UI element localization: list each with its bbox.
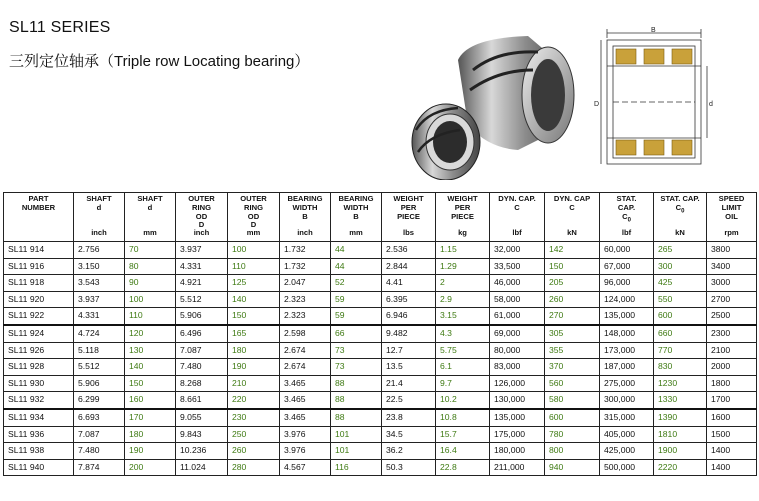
unit-label: lbs [403, 228, 414, 238]
column-header [707, 193, 757, 242]
table-cell: 2500 [707, 308, 757, 325]
unit-label: mm [349, 228, 363, 238]
table-cell: 270 [545, 308, 600, 325]
table-cell: 60,000 [600, 242, 654, 259]
table-cell: 3.543 [74, 275, 125, 292]
table-cell: 173,000 [600, 342, 654, 359]
table-cell: SL11 932 [4, 392, 74, 409]
table-cell: 3400 [707, 258, 757, 275]
table-cell: 90 [125, 275, 176, 292]
header-line: DYN. CAP [553, 194, 591, 203]
unit-label: inch [91, 228, 107, 238]
table-cell: 3000 [707, 275, 757, 292]
column-header [4, 193, 74, 242]
table-cell: 2.323 [280, 308, 331, 325]
table-cell: 1330 [654, 392, 707, 409]
table-cell: 140 [228, 291, 280, 308]
table-cell: 275,000 [600, 375, 654, 392]
bearing-cross-section-drawing [593, 26, 715, 180]
column-header [331, 193, 382, 242]
table-cell: 2.047 [280, 275, 331, 292]
table-row [4, 375, 757, 392]
table-cell: 2000 [707, 359, 757, 376]
table-cell: 2220 [654, 459, 707, 476]
table-cell: 150 [228, 308, 280, 325]
table-cell: 66 [331, 325, 382, 342]
table-cell: SL11 920 [4, 291, 74, 308]
table-cell: 50.3 [382, 459, 436, 476]
table-cell: 780 [545, 426, 600, 443]
table-cell: 44 [331, 258, 382, 275]
table-cell: 1400 [707, 459, 757, 476]
table-cell: 4.3 [436, 325, 490, 342]
header-line: SHAFT [86, 194, 112, 203]
table-row [4, 325, 757, 342]
table-row [4, 392, 757, 409]
table-cell: 1400 [707, 443, 757, 460]
table-cell: 600 [545, 409, 600, 426]
table-cell: SL11 934 [4, 409, 74, 426]
header-line: RING [244, 202, 263, 212]
table-row [4, 359, 757, 376]
table-cell: 4.567 [280, 459, 331, 476]
table-cell: SL11 938 [4, 443, 74, 460]
table-cell: 205 [545, 275, 600, 292]
table-cell: SL11 918 [4, 275, 74, 292]
table-row [4, 342, 757, 359]
table-cell: 500,000 [600, 459, 654, 476]
table-cell: 67,000 [600, 258, 654, 275]
header-line: BEARING [287, 194, 323, 203]
table-cell: 21.4 [382, 375, 436, 392]
table-cell: 220 [228, 392, 280, 409]
header-line: LIMIT [721, 202, 742, 212]
table-cell: 230 [228, 409, 280, 426]
table-cell: 59 [331, 291, 382, 308]
table-cell: 1600 [707, 409, 757, 426]
header-line: SPEED [718, 194, 745, 203]
table-cell: 3800 [707, 242, 757, 259]
header-line: STAT. [616, 194, 637, 203]
table-cell: 4.41 [382, 275, 436, 292]
header-line: PER [454, 202, 471, 212]
table-cell: 6.299 [74, 392, 125, 409]
table-cell: 1900 [654, 443, 707, 460]
table-cell: 1230 [654, 375, 707, 392]
table-cell: 125 [228, 275, 280, 292]
table-cell: 150 [125, 375, 176, 392]
table-cell: 7.087 [74, 426, 125, 443]
table-cell: 8.268 [176, 375, 228, 392]
table-cell: 135,000 [600, 308, 654, 325]
table-cell: 265 [654, 242, 707, 259]
header-line: NUMBER [21, 202, 56, 212]
table-cell: 150 [545, 258, 600, 275]
header-line: DYN. CAP. [498, 194, 536, 203]
table-cell: 7.480 [74, 443, 125, 460]
table-row [4, 443, 757, 460]
table-cell: 1810 [654, 426, 707, 443]
table-cell: 1.29 [436, 258, 490, 275]
table-cell: 110 [125, 308, 176, 325]
table-cell: 3.976 [280, 443, 331, 460]
table-cell: 1800 [707, 375, 757, 392]
unit-label: kN [675, 228, 685, 238]
table-cell: SL11 940 [4, 459, 74, 476]
header-line: $C_0$ [622, 211, 631, 224]
table-cell: 370 [545, 359, 600, 376]
inner-diameter-label: d [709, 101, 713, 108]
column-header [228, 193, 280, 242]
table-cell: SL11 916 [4, 258, 74, 275]
table-cell: 69,000 [490, 325, 545, 342]
header-line: OIL [725, 211, 738, 221]
table-cell: 135,000 [490, 409, 545, 426]
header-line: B [302, 211, 308, 221]
table-cell: 116 [331, 459, 382, 476]
header-line: PIECE [397, 211, 420, 221]
unit-label: kN [567, 228, 577, 238]
table-cell: 180,000 [490, 443, 545, 460]
table-cell: 6.1 [436, 359, 490, 376]
table-cell: 142 [545, 242, 600, 259]
table-cell: 126,000 [490, 375, 545, 392]
table-cell: 190 [125, 443, 176, 460]
table-cell: 180 [228, 342, 280, 359]
table-cell: 3.465 [280, 375, 331, 392]
column-header [125, 193, 176, 242]
header-line: PART [28, 194, 49, 203]
table-cell: 1.732 [280, 242, 331, 259]
header-line: C [514, 202, 520, 212]
table-cell: 8.661 [176, 392, 228, 409]
table-row [4, 258, 757, 275]
width-label: B [651, 27, 656, 34]
table-cell: 130 [125, 342, 176, 359]
table-cell: 59 [331, 308, 382, 325]
table-cell: 175,000 [490, 426, 545, 443]
header-line: OUTER [188, 194, 215, 203]
table-cell: 425,000 [600, 443, 654, 460]
table-cell: 2.844 [382, 258, 436, 275]
column-header [280, 193, 331, 242]
header-line: B [353, 211, 359, 221]
header-line: WIDTH [292, 202, 318, 212]
table-cell: 83,000 [490, 359, 545, 376]
table-cell: 80 [125, 258, 176, 275]
table-cell: 110 [228, 258, 280, 275]
table-cell: SL11 936 [4, 426, 74, 443]
table-cell: 7.480 [176, 359, 228, 376]
table-cell: 88 [331, 392, 382, 409]
table-cell: 44 [331, 242, 382, 259]
table-cell: 120 [125, 325, 176, 342]
table-cell: 425 [654, 275, 707, 292]
unit-label: lbf [512, 228, 522, 238]
table-cell: 70 [125, 242, 176, 259]
unit-label: inch [193, 228, 210, 238]
header-line: BEARING [338, 194, 374, 203]
table-cell: 88 [331, 375, 382, 392]
table-cell: 5.906 [176, 308, 228, 325]
table-cell: 52 [331, 275, 382, 292]
table-cell: 6.693 [74, 409, 125, 426]
table-cell: 2 [436, 275, 490, 292]
table-cell: 1.732 [280, 258, 331, 275]
table-cell: 2.598 [280, 325, 331, 342]
column-header [382, 193, 436, 242]
header-line: PIECE [451, 211, 474, 221]
table-cell: 2.9 [436, 291, 490, 308]
column-header [74, 193, 125, 242]
table-cell: 2.674 [280, 342, 331, 359]
table-cell: 4.921 [176, 275, 228, 292]
table-cell: 4.724 [74, 325, 125, 342]
unit-label: mm [143, 228, 157, 238]
table-cell: 9.843 [176, 426, 228, 443]
table-cell: 160 [125, 392, 176, 409]
table-cell: 3.976 [280, 426, 331, 443]
outer-diameter-label: D [594, 101, 600, 108]
table-row [4, 308, 757, 325]
header-line: SHAFT [137, 194, 163, 203]
header-line: C [569, 202, 575, 212]
table-cell: SL11 930 [4, 375, 74, 392]
header-line: d [147, 202, 153, 212]
table-cell: 100 [228, 242, 280, 259]
unit-label: mm [246, 228, 261, 238]
table-cell: 2700 [707, 291, 757, 308]
bearing-photo [398, 30, 580, 180]
table-cell: SL11 922 [4, 308, 74, 325]
table-cell: 5.906 [74, 375, 125, 392]
table-cell: 560 [545, 375, 600, 392]
header-line: WEIGHT [393, 194, 424, 203]
header-line: PER [400, 202, 417, 212]
header-line: CAP. [617, 202, 636, 212]
table-cell: 355 [545, 342, 600, 359]
table-cell: 3.465 [280, 409, 331, 426]
table-cell: 73 [331, 342, 382, 359]
header-line: D [250, 220, 257, 230]
unit-label: kg [458, 228, 467, 238]
table-cell: 2100 [707, 342, 757, 359]
table-cell: 130,000 [490, 392, 545, 409]
header-line: WEIGHT [447, 194, 478, 203]
table-row [4, 426, 757, 443]
table-cell: 3.150 [74, 258, 125, 275]
table-cell: 7.874 [74, 459, 125, 476]
table-cell: 46,000 [490, 275, 545, 292]
table-cell: 260 [545, 291, 600, 308]
series-title: SL11 SERIES [9, 19, 111, 36]
table-cell: 165 [228, 325, 280, 342]
table-cell: 3.937 [74, 291, 125, 308]
unit-label: rpm [724, 228, 739, 238]
table-cell: 22.5 [382, 392, 436, 409]
column-header [490, 193, 545, 242]
table-cell: 15.7 [436, 426, 490, 443]
table-cell: 124,000 [600, 291, 654, 308]
table-cell: 73 [331, 359, 382, 376]
table-cell: 7.087 [176, 342, 228, 359]
table-cell: 32,000 [490, 242, 545, 259]
table-cell: 101 [331, 443, 382, 460]
column-header [545, 193, 600, 242]
table-cell: 210 [228, 375, 280, 392]
header-line: D [198, 220, 205, 230]
table-cell: 11.024 [176, 459, 228, 476]
header-line: WIDTH [343, 202, 369, 212]
table-cell: 3.15 [436, 308, 490, 325]
table-header-row [4, 193, 757, 242]
table-cell: 88 [331, 409, 382, 426]
bearing-spec-table [3, 192, 757, 476]
table-cell: 12.7 [382, 342, 436, 359]
table-cell: 4.331 [74, 308, 125, 325]
column-header [176, 193, 228, 242]
table-cell: 315,000 [600, 409, 654, 426]
unit-label: inch [297, 228, 313, 238]
column-header [436, 193, 490, 242]
table-cell: 101 [331, 426, 382, 443]
table-cell: 58,000 [490, 291, 545, 308]
table-cell: 6.496 [176, 325, 228, 342]
table-cell: 10.2 [436, 392, 490, 409]
table-cell: 5.75 [436, 342, 490, 359]
table-cell: 96,000 [600, 275, 654, 292]
table-row [4, 409, 757, 426]
header-line: OUTER [240, 194, 267, 203]
table-cell: 940 [545, 459, 600, 476]
table-cell: 5.512 [74, 359, 125, 376]
table-cell: 61,000 [490, 308, 545, 325]
table-cell: 211,000 [490, 459, 545, 476]
table-cell: 300,000 [600, 392, 654, 409]
table-cell: 3.937 [176, 242, 228, 259]
table-cell: SL11 914 [4, 242, 74, 259]
table-cell: 34.5 [382, 426, 436, 443]
table-cell: 5.512 [176, 291, 228, 308]
table-cell: SL11 928 [4, 359, 74, 376]
table-cell: 2.756 [74, 242, 125, 259]
table-cell: 305 [545, 325, 600, 342]
table-cell: 580 [545, 392, 600, 409]
table-cell: 280 [228, 459, 280, 476]
table-cell: 405,000 [600, 426, 654, 443]
header-line: OD [247, 211, 260, 221]
column-header [600, 193, 654, 242]
table-cell: 170 [125, 409, 176, 426]
header-line: STAT. CAP. [660, 194, 700, 203]
table-cell: 6.946 [382, 308, 436, 325]
table-cell: 13.5 [382, 359, 436, 376]
table-cell: 100 [125, 291, 176, 308]
table-row [4, 459, 757, 476]
table-cell: 16.4 [436, 443, 490, 460]
table-cell: 2300 [707, 325, 757, 342]
unit-label: lbf [621, 228, 632, 238]
table-cell: 1.15 [436, 242, 490, 259]
column-header [654, 193, 707, 242]
table-cell: 830 [654, 359, 707, 376]
table-cell: 10.8 [436, 409, 490, 426]
table-cell: 23.8 [382, 409, 436, 426]
table-cell: 80,000 [490, 342, 545, 359]
table-cell: 1700 [707, 392, 757, 409]
header-line: OD [195, 211, 208, 221]
table-cell: 9.055 [176, 409, 228, 426]
table-cell: 250 [228, 426, 280, 443]
table-row [4, 275, 757, 292]
table-cell: SL11 924 [4, 325, 74, 342]
table-cell: 187,000 [600, 359, 654, 376]
table-cell: 6.395 [382, 291, 436, 308]
table-cell: 36.2 [382, 443, 436, 460]
table-cell: 770 [654, 342, 707, 359]
table-cell: 3.465 [280, 392, 331, 409]
table-cell: 800 [545, 443, 600, 460]
table-cell: 180 [125, 426, 176, 443]
table-cell: 9.482 [382, 325, 436, 342]
header-line: RING [192, 202, 211, 212]
table-cell: SL11 926 [4, 342, 74, 359]
table-cell: 2.536 [382, 242, 436, 259]
table-cell: 260 [228, 443, 280, 460]
table-cell: 1500 [707, 426, 757, 443]
table-cell: 10.236 [176, 443, 228, 460]
table-cell: 550 [654, 291, 707, 308]
table-cell: 660 [654, 325, 707, 342]
table-cell: 1390 [654, 409, 707, 426]
header-line: d [96, 202, 102, 212]
table-cell: 148,000 [600, 325, 654, 342]
table-cell: 9.7 [436, 375, 490, 392]
table-cell: 300 [654, 258, 707, 275]
table-cell: 600 [654, 308, 707, 325]
table-cell: 140 [125, 359, 176, 376]
table-cell: 5.118 [74, 342, 125, 359]
table-cell: 22.8 [436, 459, 490, 476]
table-row [4, 242, 757, 259]
table-row [4, 291, 757, 308]
table-cell: 2.674 [280, 359, 331, 376]
table-cell: 200 [125, 459, 176, 476]
table-cell: 2.323 [280, 291, 331, 308]
table-cell: 190 [228, 359, 280, 376]
series-subtitle: 三列定位轴承（Triple row Locating bearing） [9, 53, 310, 70]
table-cell: 33,500 [490, 258, 545, 275]
table-cell: 4.331 [176, 258, 228, 275]
header-line: $C_0$ [675, 202, 685, 215]
